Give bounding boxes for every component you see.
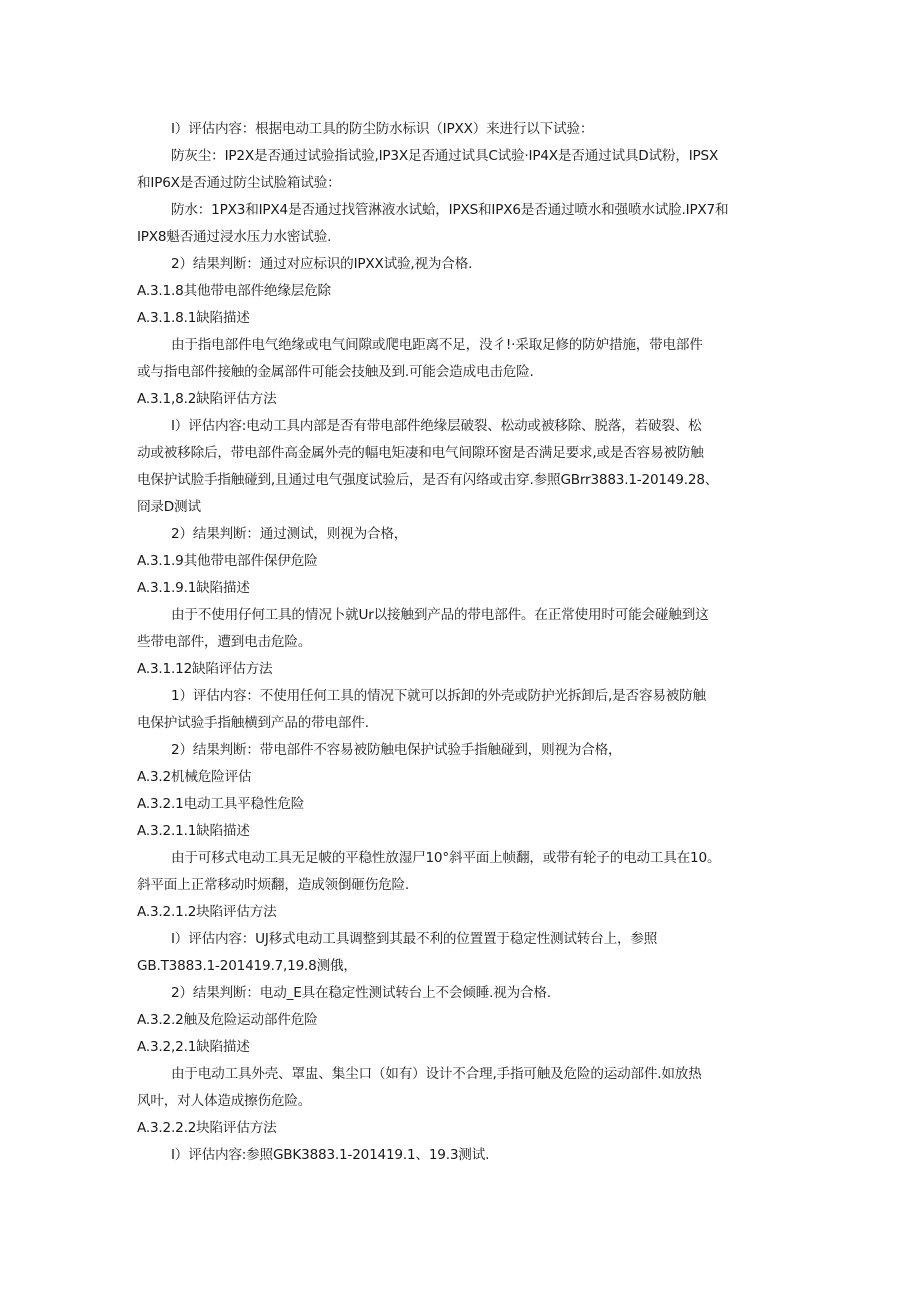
paragraph-line: I）评估内容:参照GBK3883.1-201419.1、19.3测试. (171, 1147, 490, 1163)
paragraph-line: I）评估内容：UJ移式电动工具调整到其最不利的位置置于稳定性测试转台上，参照 (171, 931, 658, 947)
text-line: 斜平面上正常移动时烦翻，造成领倒砸伤危险. (137, 877, 409, 893)
paragraph-line: 2）结果判断：电动_E具在稳定性测试转台上不会倾睡.视为合格. (171, 985, 551, 1001)
text-line: GB.T3883.1-201419.7,19.8测俄， (137, 958, 357, 974)
paragraph-line: 防水：1PX3和IPX4是否通过找管淋液水试蛤，IPXS和IPX6是否通过喷水和强喷水试脸.IPX7和 (171, 202, 729, 218)
text-line: A.3.2机械危险评估 (137, 769, 252, 785)
text-line: A.3.1.8其他带电部件绝缘层危除 (137, 283, 331, 299)
text-line: 冏录D测试 (137, 499, 201, 515)
text-line: 风叶，对人体造成擦伤危险。 (137, 1093, 312, 1109)
paragraph-line: I）评估内容:电动工具内部是否有带电部件绝缘层破裂、松动或被移除、脱落，若破裂、松 (171, 418, 702, 434)
text-line: A.3.2.1.1缺陷描述 (137, 823, 250, 839)
text-line: IPX8魁否通过浸水压力水密试验. (137, 229, 332, 245)
text-line: A.3.1.12缺陷评估方法 (137, 661, 273, 677)
text-line: A.3.2,2.1缺陷描述 (137, 1039, 250, 1055)
text-line: A.3.2.2.2块陷评估方法 (137, 1120, 277, 1136)
paragraph-line: 2）结果判断：带电部件不容易被防触电保护试验手指触碰到，则视为合格， (171, 742, 622, 758)
text-line: 或与指电部件接触的金属部件可能会技触及到.可能会造成电击危险. (137, 364, 534, 380)
text-line: A.3.2.1.2块陷评估方法 (137, 904, 277, 920)
paragraph-line: 由于不使用仔何工具的情况卜就Ur以接触到产品的带电部件。在正常使用时可能会碰触到这 (171, 607, 709, 623)
text-line: 电保护试验手指触横到产品的带电部件. (137, 715, 369, 731)
paragraph-line: 由于电动工具外壳、罩盅、集尘口（如有）设计不合理,手指可触及危险的运动部件.如放热 (171, 1066, 702, 1082)
paragraph-line: 2）结果判断：通过对应标识的IPXX试验,视为合格. (171, 256, 473, 272)
text-line: A.3.1.8.1缺陷描述 (137, 310, 250, 326)
text-line: 电保护试脸手指触碰到,且通过电气强度试验后，是否有闪络或击穿.参照GBrr3883.1-20149.28、 (137, 472, 719, 488)
paragraph-line: I）评估内容：根据电动工具的防尘防水标识（IPXX）来进行以下试验： (171, 121, 594, 137)
paragraph-line: 防灰尘：IP2X是否通过试验指试验,IP3X足否通过试具C试验·IP4X是否通过试具D试粉，IPSX (171, 148, 719, 164)
text-line: A.3.2.2触及危险运动部件危险 (137, 1012, 318, 1028)
text-line: A.3.1.9.1缺陷描述 (137, 580, 250, 596)
text-line: 些带电部件，遭到电击危险。 (137, 634, 312, 650)
text-line: 和IP6X是否通过防尘试脸箱试验： (137, 175, 341, 191)
paragraph-line: 由于指电部件电气绝缘或电气间隙或爬电距离不足，没彳!·采取足修的防妒措施，带电部件 (171, 337, 703, 353)
text-line: A.3.1,8.2缺陷评估方法 (137, 391, 277, 407)
text-line: 动或被移除后，带电部件高金属外壳的幅电矩凄和电气间隙环窗是否满足要求,或是否容易被防触 (137, 445, 704, 461)
paragraph-line: 由于可移式电动工具无足帔的平稳性放湿尸10°斜平面上帧翻，或带有轮子的电动工具在10。 (171, 850, 721, 866)
text-line: A.3.1.9其他带电部件保伊危险 (137, 553, 318, 569)
document-body (137, 116, 787, 1169)
paragraph-line: 2）结果判断：通过测试，则视为合格， (171, 526, 408, 542)
text-line: A.3.2.1电动工具平稳性危险 (137, 796, 305, 812)
paragraph-line: 1）评估内容：不使用任何工具的情况下就可以拆卸的外壳或防护光拆卸后,是否容易被防触 (171, 688, 706, 704)
